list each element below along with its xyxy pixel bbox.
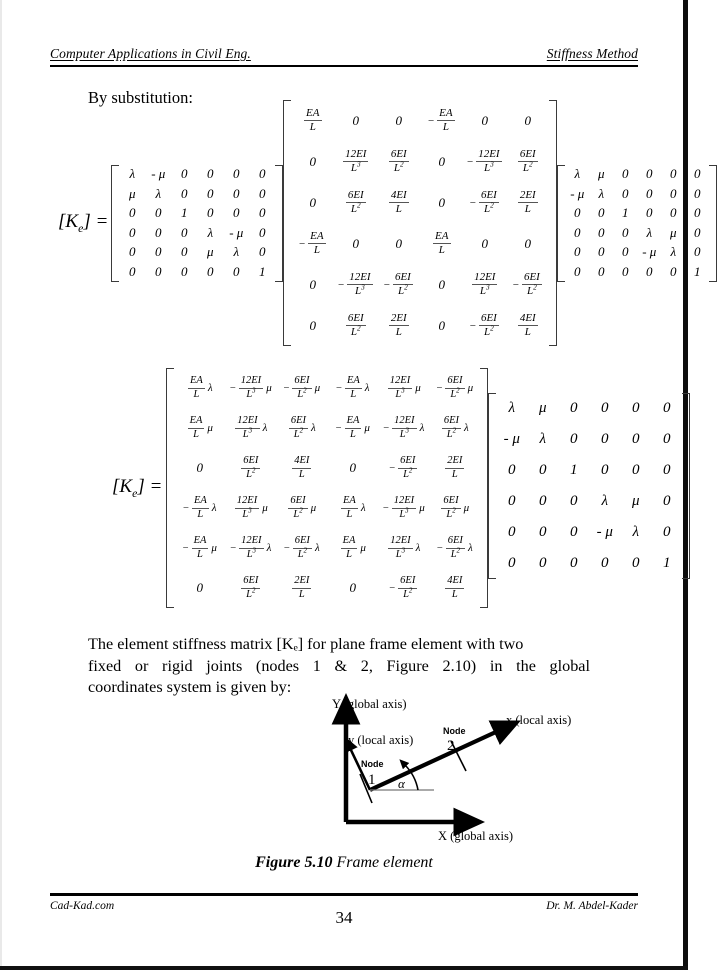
global-stiffness-cell: 0 [196,580,204,595]
footer-rule [50,893,638,896]
rotation-matrix-cell: 0 [181,244,188,260]
footer-site: Cad-Kad.com [50,899,115,912]
global-stiffness-cell: $\frac{12EI}{L^3}$ μ [236,494,268,520]
rotation-transpose-cell: - μ [503,431,520,447]
rotation-transpose-cell: 0 [622,166,629,182]
local-stiffness-cell: 0 [438,276,446,292]
local-stiffness-matrix-grid [291,100,549,346]
local-stiffness-cell: $\frac{4EI}{L}$ [519,311,536,338]
local-stiffness-cell: $\frac{2EI}{L}$ [519,188,536,215]
rotation-matrix-cell: 0 [155,224,162,240]
rotation-transpose-cell: λ [632,524,640,540]
paragraph-line-2: fixed or rigid joints (nodes 1 & 2, Figure 2.10) in the global [88,656,590,675]
rotation-transpose-cell: 0 [663,400,671,416]
bracket-right [275,165,283,282]
global-stiffness-cell: $\frac{2EI}{L}$ [294,574,310,600]
local-stiffness-cell: $\frac{12EI}{L^3}$ [474,270,496,297]
rotation-transpose-cell: λ [670,244,677,260]
rotation-transpose-cell: 0 [670,166,677,182]
bracket-left [111,165,119,282]
rotation-matrix-cell: μ [207,244,214,260]
rotation-transpose-cell: 0 [663,431,671,447]
rotation-transpose-cell: 0 [670,205,677,221]
rotation-transpose-cell: λ [601,493,609,509]
global-stiffness-cell: − $\frac{6EI}{L^2}$ [389,574,416,600]
global-stiffness-cell: − $\frac{EA}{L}$ λ [183,494,217,520]
rotation-matrix-cell: μ [129,185,136,201]
rotation-matrix-cell: 0 [181,263,188,279]
rotation-matrix-transpose-grid [565,165,709,282]
local-stiffness-cell: 0 [481,235,489,251]
rotation-transpose-cell: μ [598,166,605,182]
paragraph-line-1: The element stiffness matrix [Kₑ] for plane frame element with two [88,635,524,653]
rotation-transpose-cell: 0 [632,431,640,447]
label-node-2-word: Node [443,726,466,736]
rotation-transpose-cell: 0 [670,185,677,201]
rotation-transpose-cell: 0 [570,493,578,509]
rotation-matrix-cell: 0 [181,224,188,240]
local-stiffness-cell: 0 [352,112,360,128]
footer-page-number: 34 [335,907,353,927]
rotation-matrix-left-grid [119,165,275,282]
rotation-matrix-cell: λ [129,166,136,182]
rotation-matrix-transpose-2 [488,393,690,579]
rotation-transpose-cell: 0 [601,400,609,416]
label-x-global: X (global axis) [438,829,513,843]
local-stiffness-cell: 0 [395,112,403,128]
local-stiffness-cell: $\frac{4EI}{L}$ [390,188,407,215]
page-edge-left [0,0,2,970]
local-stiffness-cell: 0 [309,194,317,210]
rotation-transpose-cell: 0 [539,493,547,509]
rotation-transpose-cell: 1 [694,263,701,279]
rotation-transpose-cell: 0 [508,555,516,571]
local-stiffness-cell: − $\frac{6EI}{L^2}$ [469,188,497,215]
rotation-transpose-cell: 0 [574,263,581,279]
page-edge-bottom [0,966,688,970]
local-stiffness-cell: $\frac{2EI}{L}$ [390,311,407,338]
local-stiffness-cell: 0 [438,153,446,169]
rotation-transpose-cell: 0 [694,166,701,182]
rotation-transpose-cell: 0 [646,263,653,279]
rotation-matrix-cell: 0 [155,244,162,260]
rotation-transpose-cell: 0 [601,431,609,447]
local-stiffness-cell: $\frac{EA}{L}$ [306,106,320,133]
header-chapter-title: Stiffness Method [546,46,638,61]
local-stiffness-cell: − $\frac{6EI}{L^2}$ [512,270,540,297]
rotation-matrix-transpose [557,165,717,282]
rotation-transpose-cell: 0 [508,462,516,478]
page-header [50,46,638,67]
rotation-matrix-cell: 0 [155,205,162,221]
rotation-transpose-cell: 0 [622,263,629,279]
figure-caption [0,854,688,872]
figure-caption-text: Frame element [336,854,433,871]
bracket-left [557,165,565,282]
global-stiffness-cell: − $\frac{6EI}{L^2}$ μ [436,374,474,400]
rotation-matrix-cell: λ [233,244,240,260]
rotation-matrix-cell: 0 [259,244,266,260]
footer-author: Dr. M. Abdel-Kader [546,899,638,912]
rotation-transpose-cell: 0 [663,524,671,540]
local-stiffness-cell: 0 [438,194,446,210]
global-stiffness-cell: $\frac{6EI}{L^2}$ λ [443,414,469,440]
rotation-matrix-cell: 0 [207,205,214,221]
local-stiffness-cell: 0 [352,235,360,251]
bracket-right [480,368,488,608]
rotation-transpose-cell: 0 [539,555,547,571]
rotation-transpose-cell: λ [646,224,653,240]
equation-substitution [58,100,717,346]
rotation-transpose-cell: 0 [539,462,547,478]
equation1-label [58,211,108,236]
rotation-matrix-transpose-2-grid [496,393,682,579]
local-stiffness-cell: − $\frac{EA}{L}$ [298,229,324,256]
bracket-left [488,393,496,579]
rotation-matrix-cell: 0 [233,166,240,182]
rotation-transpose-cell: 1 [622,205,629,221]
rotation-transpose-cell: 0 [570,524,578,540]
rotation-transpose-cell: 0 [632,462,640,478]
paragraph-line-3: coordinates system is given by: [88,678,292,696]
rotation-matrix-cell: 0 [259,185,266,201]
rotation-transpose-cell: 0 [694,224,701,240]
global-stiffness-cell: 0 [196,460,204,475]
global-stiffness-cell: − $\frac{EA}{L}$ μ [182,534,217,560]
rotation-matrix-cell: 0 [129,224,136,240]
rotation-transpose-cell: 0 [574,224,581,240]
rotation-transpose-cell: 0 [622,185,629,201]
local-stiffness-cell: 0 [309,317,317,333]
rotation-matrix-cell: 0 [181,166,188,182]
label-y-global: Y (global axis) [332,697,407,711]
rotation-transpose-cell: 0 [663,462,671,478]
rotation-transpose-cell: 0 [574,205,581,221]
global-stiffness-cell: $\frac{EA}{L}$ μ [342,534,366,560]
global-stiffness-cell: − $\frac{12EI}{L^3}$ μ [382,494,425,520]
global-stiffness-cell: − $\frac{6EI}{L^2}$ μ [283,374,321,400]
rotation-matrix-cell: 0 [181,185,188,201]
rotation-matrix-cell: 0 [129,205,136,221]
rotation-transpose-cell: 0 [601,462,609,478]
global-stiffness-cell: $\frac{6EI}{L^2}$ λ [290,414,316,440]
equation2-label [112,476,162,501]
bracket-right [682,393,690,579]
global-stiffness-cell: − $\frac{12EI}{L^3}$ λ [383,414,425,440]
local-stiffness-cell: $\frac{6EI}{L^2}$ [519,147,536,174]
rotation-transpose-cell: 0 [570,431,578,447]
global-stiffness-cell: − $\frac{12EI}{L^3}$ μ [229,374,272,400]
rotation-matrix-cell: 0 [129,244,136,260]
local-stiffness-cell: 0 [481,112,489,128]
rotation-transpose-cell: 0 [694,185,701,201]
rotation-matrix-cell: 0 [233,185,240,201]
rotation-transpose-cell: 0 [601,555,609,571]
local-stiffness-cell: 0 [309,276,317,292]
rotation-transpose-cell: 0 [598,244,605,260]
rotation-matrix-cell: 0 [155,263,162,279]
rotation-transpose-cell: 0 [694,244,701,260]
rotation-transpose-cell: - μ [596,524,613,540]
rotation-matrix-cell: - μ [229,224,244,240]
rotation-transpose-cell: 0 [646,166,653,182]
rotation-transpose-cell: μ [670,224,677,240]
rotation-matrix-cell: 1 [259,263,266,279]
global-stiffness-cell: $\frac{12EI}{L^3}$ λ [237,414,268,440]
local-stiffness-cell: $\frac{EA}{L}$ [435,229,449,256]
rotation-matrix-cell: 0 [207,263,214,279]
rotation-matrix-cell: 0 [259,166,266,182]
equation2-label-sub: e [132,486,138,500]
rotation-transpose-cell: λ [574,166,581,182]
local-stiffness-cell: 0 [309,153,317,169]
local-stiffness-cell: − $\frac{12EI}{L^3}$ [466,147,500,174]
rotation-transpose-cell: 0 [508,493,516,509]
global-stiffness-cell: 0 [349,580,357,595]
rotation-transpose-cell: - μ [570,185,585,201]
equation1-label-eq: ] = [83,210,109,232]
rotation-matrix-cell: 0 [207,166,214,182]
rotation-transpose-cell: 0 [570,555,578,571]
rotation-matrix-cell: λ [155,185,162,201]
rotation-transpose-cell: 1 [570,462,578,478]
local-stiffness-cell: 0 [524,235,532,251]
rotation-matrix-cell: 0 [129,263,136,279]
label-node-1-number: 1 [368,772,376,788]
global-stiffness-cell: $\frac{4EI}{L}$ [294,454,310,480]
bracket-right [549,100,557,346]
rotation-transpose-cell: 0 [508,524,516,540]
rotation-transpose-cell: 0 [632,555,640,571]
global-stiffness-cell: − $\frac{6EI}{L^2}$ λ [283,534,320,560]
global-stiffness-cell: $\frac{6EI}{L^2}$ μ [290,494,317,520]
local-stiffness-cell: − $\frac{6EI}{L^2}$ [383,270,411,297]
rotation-transpose-cell: 0 [670,263,677,279]
rotation-transpose-cell: 0 [646,205,653,221]
global-stiffness-cell: $\frac{2EI}{L}$ [447,454,463,480]
equation1-label-k: [K [58,210,79,232]
global-stiffness-cell: $\frac{EA}{L}$ λ [189,374,213,400]
header-rule [50,65,638,67]
rotation-matrix-cell: 1 [181,205,188,221]
rotation-matrix-cell: 0 [233,263,240,279]
global-stiffness-cell: $\frac{12EI}{L^3}$ μ [389,374,421,400]
rotation-transpose-cell: λ [508,400,516,416]
global-stiffness-cell: $\frac{6EI}{L^2}$ [243,454,259,480]
rotation-transpose-cell: 0 [646,185,653,201]
rotation-transpose-cell: 0 [598,224,605,240]
local-stiffness-matrix [283,100,557,346]
local-stiffness-cell: 0 [395,235,403,251]
label-node-2-number: 2 [447,738,455,754]
local-y-axis [350,748,370,790]
rotation-matrix-cell: 0 [259,224,266,240]
rotation-transpose-cell: 0 [598,205,605,221]
local-stiffness-cell: $\frac{6EI}{L^2}$ [390,147,407,174]
rotation-matrix-cell: λ [207,224,214,240]
rotation-transpose-cell: 0 [539,524,547,540]
rotation-transpose-cell: λ [598,185,605,201]
bracket-right [709,165,717,282]
global-stiffness-cell: $\frac{12EI}{L^3}$ λ [390,534,421,560]
equation1-label-sub: e [78,221,84,235]
rotation-transpose-cell: 0 [570,400,578,416]
header-course-title: Computer Applications in Civil Eng. [50,46,251,61]
global-stiffness-matrix-grid [174,368,480,608]
rotation-matrix-left [111,165,283,282]
rotation-transpose-cell: μ [539,400,547,416]
page-footer [50,893,638,927]
local-stiffness-cell: − $\frac{12EI}{L^3}$ [337,270,371,297]
equation2-label-k: [K [112,475,133,497]
global-stiffness-cell: − $\frac{12EI}{L^3}$ λ [230,534,272,560]
label-y-local: y (local axis) [348,733,414,747]
global-stiffness-matrix [166,368,488,608]
rotation-matrix-cell: - μ [151,166,166,182]
rotation-transpose-cell: 0 [598,263,605,279]
local-stiffness-cell: 0 [524,112,532,128]
lead-text: By substitution: [88,88,193,107]
global-stiffness-cell: 0 [349,460,357,475]
local-stiffness-cell: $\frac{6EI}{L^2}$ [347,188,364,215]
local-stiffness-cell: $\frac{12EI}{L^3}$ [345,147,367,174]
rotation-transpose-cell: 0 [663,493,671,509]
rotation-transpose-cell: 0 [694,205,701,221]
global-stiffness-cell: − $\frac{EA}{L}$ μ [335,414,370,440]
rotation-transpose-cell: 1 [663,555,671,571]
rotation-matrix-cell: 0 [233,205,240,221]
equation-global-stiffness [112,368,690,608]
global-stiffness-cell: − $\frac{6EI}{L^2}$ λ [436,534,473,560]
frame-element-figure [330,664,630,844]
local-stiffness-cell: − $\frac{EA}{L}$ [427,106,453,133]
rotation-transpose-cell: μ [632,493,640,509]
equation2-label-eq: ] = [137,475,163,497]
bracket-left [166,368,174,608]
global-stiffness-cell: $\frac{6EI}{L^2}$ μ [443,494,470,520]
label-angle-alpha: α [398,776,405,791]
local-stiffness-cell: − $\frac{6EI}{L^2}$ [469,311,497,338]
rotation-matrix-cell: 0 [207,185,214,201]
rotation-transpose-cell: λ [539,431,547,447]
global-stiffness-cell: $\frac{6EI}{L^2}$ [243,574,259,600]
bracket-left [283,100,291,346]
rotation-matrix-cell: 0 [259,205,266,221]
global-stiffness-cell: − $\frac{EA}{L}$ λ [336,374,370,400]
figure-svg [330,664,630,844]
global-stiffness-cell: $\frac{EA}{L}$ λ [342,494,366,520]
local-stiffness-cell: 0 [438,317,446,333]
global-stiffness-cell: − $\frac{6EI}{L^2}$ [389,454,416,480]
rotation-transpose-cell: 0 [574,244,581,260]
rotation-transpose-cell: 0 [622,244,629,260]
figure-caption-number: Figure 5.10 [255,854,333,871]
global-stiffness-cell: $\frac{4EI}{L}$ [447,574,463,600]
global-stiffness-cell: $\frac{EA}{L}$ μ [189,414,213,440]
rotation-transpose-cell: 0 [632,400,640,416]
label-x-local: x (local axis) [506,713,572,727]
local-stiffness-cell: $\frac{6EI}{L^2}$ [347,311,364,338]
rotation-transpose-cell: - μ [642,244,657,260]
rotation-transpose-cell: 0 [622,224,629,240]
label-node-1-word: Node [361,759,384,769]
